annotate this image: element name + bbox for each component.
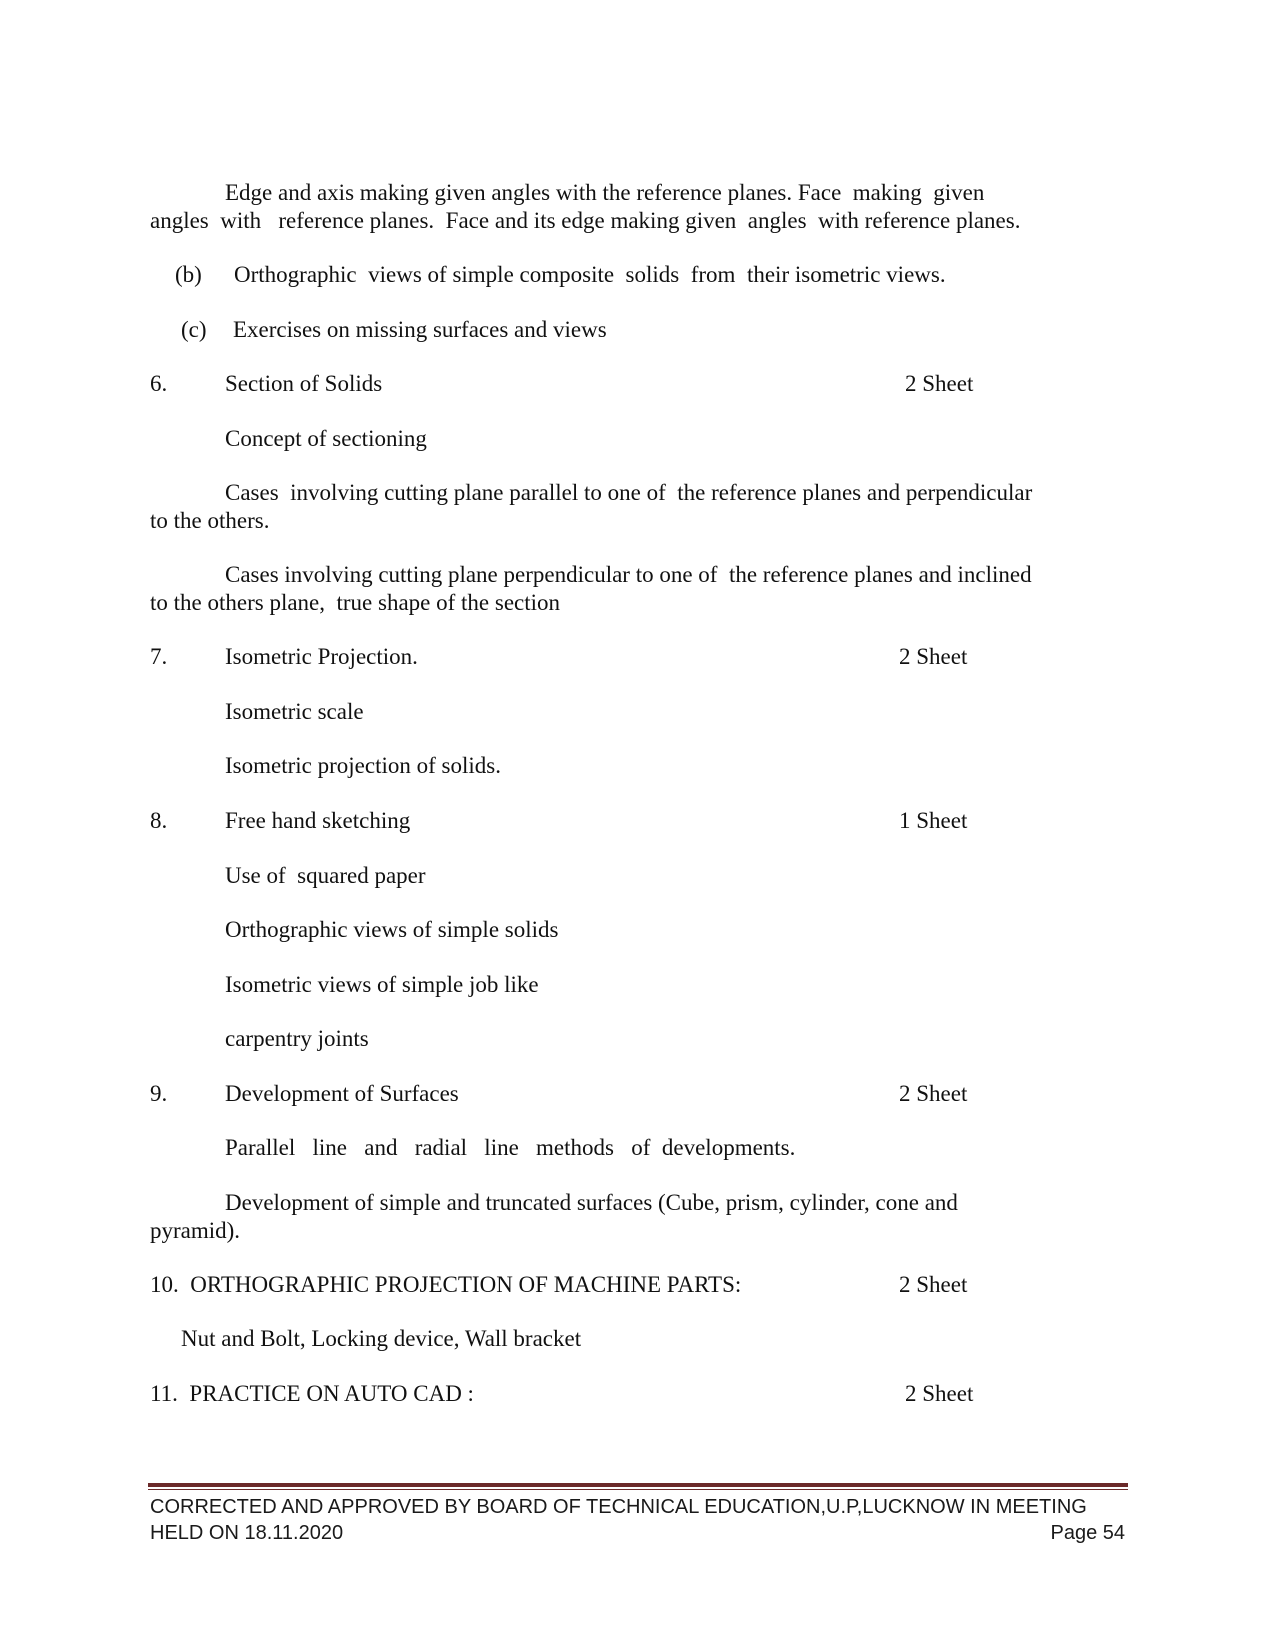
section-9-item-2-line2: pyramid). <box>150 1218 241 1243</box>
footer-rule-thin <box>148 1489 1128 1490</box>
section-9-sheets: 2 Sheet <box>899 1081 968 1106</box>
item-b-marker: (b) <box>175 262 202 287</box>
section-9-title: Development of Surfaces <box>225 1081 459 1106</box>
section-10-sheets: 2 Sheet <box>899 1272 968 1297</box>
section-7-item-2: Isometric projection of solids. <box>225 753 501 778</box>
page-number: Page 54 <box>1050 1522 1125 1544</box>
item-c-marker: (c) <box>181 317 207 342</box>
edge-paragraph-line2: angles with reference planes. Face and its edge making given angles with reference planes. <box>150 208 1021 233</box>
section-8-item-1: Use of squared paper <box>225 863 426 888</box>
item-b-text: Orthographic views of simple composite solids from their isometric views. <box>234 262 946 287</box>
section-6-item-3-line1: Cases involving cutting plane perpendicular to one of the reference planes and inclined <box>225 562 1032 587</box>
section-11-heading: 11. PRACTICE ON AUTO CAD : <box>150 1381 474 1406</box>
section-7-number: 7. <box>150 644 168 669</box>
section-8-item-3: Isometric views of simple job like <box>225 972 539 997</box>
section-7-title: Isometric Projection. <box>225 644 418 669</box>
footer-rule <box>148 1483 1128 1487</box>
footer-approval-line1: CORRECTED AND APPROVED BY BOARD OF TECHNICAL EDUCATION,U.P,LUCKNOW IN MEETING <box>150 1496 1087 1518</box>
footer-approval-line2: HELD ON 18.11.2020 <box>150 1522 344 1544</box>
section-6-item-3-line2: to the others plane, true shape of the section <box>150 590 561 615</box>
section-8-number: 8. <box>150 808 168 833</box>
section-10-heading: 10. ORTHOGRAPHIC PROJECTION OF MACHINE PARTS: <box>150 1272 742 1297</box>
section-8-item-4: carpentry joints <box>225 1026 369 1051</box>
section-9-item-2-line1: Development of simple and truncated surfaces (Cube, prism, cylinder, cone and <box>225 1190 958 1215</box>
section-6-item-2-line1: Cases involving cutting plane parallel to one of the reference planes and perpendicular <box>225 480 1033 505</box>
section-8-sheets: 1 Sheet <box>899 808 968 833</box>
section-9-number: 9. <box>150 1081 168 1106</box>
section-6-item-1: Concept of sectioning <box>225 426 427 451</box>
section-6-title: Section of Solids <box>225 371 383 396</box>
section-11-sheets: 2 Sheet <box>905 1381 974 1406</box>
section-8-item-2: Orthographic views of simple solids <box>225 917 559 942</box>
section-9-item-1: Parallel line and radial line methods of developments. <box>225 1135 796 1160</box>
section-6-item-2-line2: to the others. <box>150 508 270 533</box>
section-7-sheets: 2 Sheet <box>899 644 968 669</box>
section-6-number: 6. <box>150 371 168 396</box>
edge-paragraph-line1: Edge and axis making given angles with the reference planes. Face making given <box>225 180 985 205</box>
section-10-item-1: Nut and Bolt, Locking device, Wall bracket <box>181 1326 582 1351</box>
section-7-item-1: Isometric scale <box>225 699 364 724</box>
section-8-title: Free hand sketching <box>225 808 411 833</box>
item-c-text: Exercises on missing surfaces and views <box>233 317 607 342</box>
section-6-sheets: 2 Sheet <box>905 371 974 396</box>
